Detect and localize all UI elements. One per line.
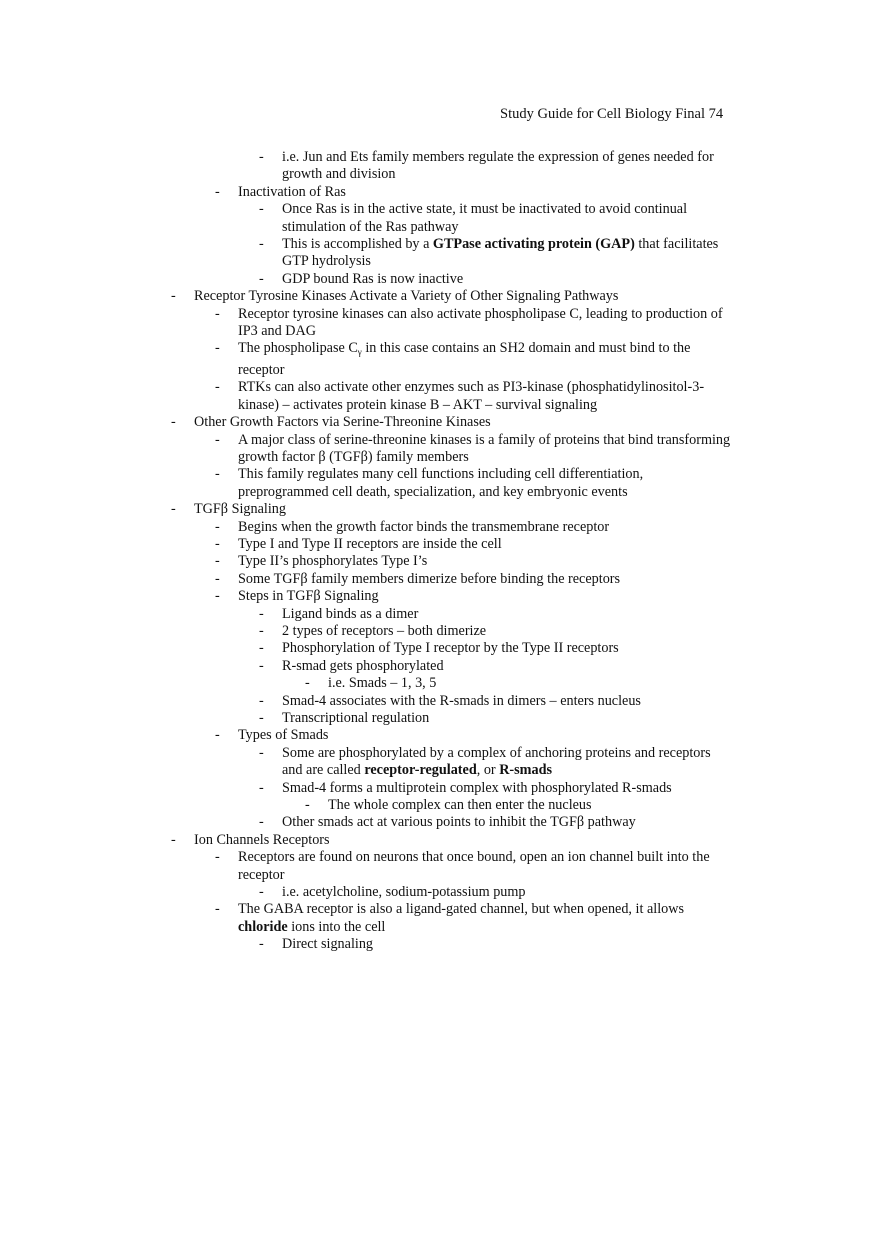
text-segment: i.e. Jun and Ets family members regulate the expression of genes needed for growth and division	[282, 149, 714, 183]
bullet-dash: -	[259, 710, 264, 726]
bullet-dash: -	[259, 149, 264, 165]
outline-text	[282, 623, 732, 640]
outline-text	[238, 571, 732, 588]
bullet-dash: -	[259, 936, 264, 953]
text-segment: Ligand binds as a dimer	[282, 605, 419, 622]
text-segment: Phosphorylation of Type I receptor by the Type II receptors	[282, 640, 619, 657]
outline-item	[0, 623, 880, 640]
outline-item	[0, 675, 880, 692]
outline-item	[0, 658, 880, 675]
outline-item	[0, 201, 880, 236]
text-segment: R-smad gets phosphorylated	[282, 657, 444, 674]
outline-item	[0, 814, 880, 831]
outline-item	[0, 288, 880, 305]
text-segment: This is accomplished by a	[282, 236, 430, 253]
outline-item	[0, 901, 880, 936]
outline-item	[0, 149, 880, 184]
outline-item	[0, 832, 880, 849]
text-segment: 2 types of receptors – both dimerize	[282, 622, 487, 639]
text-segment: i.e. Smads – 1, 3, 5	[328, 675, 437, 692]
bullet-dash: -	[215, 431, 220, 448]
outline-item	[0, 271, 880, 288]
outline-text	[282, 745, 732, 780]
bullet-dash: -	[215, 901, 220, 918]
outline-item	[0, 588, 880, 605]
outline-item	[0, 780, 880, 797]
outline-item	[0, 501, 880, 518]
text-segment: Receptor Tyrosine Kinases Activate a Variety of Other Signaling Pathways	[194, 288, 619, 305]
bullet-dash: -	[215, 535, 220, 552]
text-segment: i.e. acetylcholine, sodium-potassium pump	[282, 884, 526, 901]
bullet-dash: -	[305, 675, 310, 692]
bullet-dash: -	[171, 414, 176, 431]
text-segment: A major class of serine-threonine kinases is a family of proteins that bind transforming growth factor β (TGFβ) family members	[238, 431, 731, 465]
text-segment: Direct signaling	[282, 936, 374, 953]
outline-item	[0, 519, 880, 536]
bullet-dash: -	[171, 831, 176, 848]
outline-text	[238, 849, 732, 884]
outline-text	[238, 340, 732, 379]
text-segment: that facilitates GTP hydrolysis	[282, 236, 719, 270]
text-segment: Steps in TGFβ Signaling	[238, 588, 379, 605]
text-segment: Some TGFβ family members dimerize before binding the receptors	[238, 570, 621, 587]
text-segment: ions into the cell	[287, 918, 386, 935]
bullet-dash: -	[259, 779, 264, 796]
bullet-dash: -	[259, 692, 264, 709]
bullet-dash: -	[215, 466, 220, 483]
outline-text	[282, 236, 732, 271]
bullet-dash: -	[259, 884, 264, 901]
bold-term: R-smads	[499, 762, 553, 779]
bullet-dash: -	[259, 605, 264, 622]
text-segment: Other smads act at various points to inhibit the TGFβ pathway	[282, 814, 636, 831]
text-segment: Receptor tyrosine kinases can also activate phospholipase C, leading to production of IP3 and DAG	[238, 305, 723, 340]
bullet-dash: -	[171, 288, 176, 305]
outline-text	[238, 553, 732, 570]
outline-item	[0, 553, 880, 570]
text-segment: Receptors are found on neurons that once bound, open an ion channel built into the receptor	[238, 849, 710, 883]
bullet-dash: -	[171, 501, 176, 518]
bullet-dash: -	[259, 236, 264, 253]
outline-text	[238, 727, 732, 744]
outline-item	[0, 797, 880, 814]
text-segment: Transcriptional regulation	[282, 710, 430, 726]
text-segment: Some are phosphorylated by a complex of anchoring proteins and receptors and are called	[282, 744, 711, 779]
text-segment: Smad-4 forms a multiprotein complex with phosphorylated R-smads	[282, 779, 672, 796]
bullet-dash: -	[259, 270, 264, 287]
outline-text	[238, 466, 732, 501]
outline-item	[0, 640, 880, 657]
outline-text	[282, 149, 732, 184]
outline-item	[0, 606, 880, 623]
outline-item	[0, 693, 880, 710]
bold-term: receptor-regulated	[364, 762, 477, 779]
outline-text	[238, 519, 732, 536]
outline-text	[282, 606, 732, 623]
outline-text	[282, 658, 732, 675]
outline-item	[0, 466, 880, 501]
outline-item	[0, 849, 880, 884]
bullet-dash: -	[259, 744, 264, 761]
outline-item	[0, 379, 880, 414]
outline-text	[282, 271, 732, 288]
outline-text	[238, 536, 732, 553]
text-segment: Type II’s phosphorylates Type I’s	[238, 553, 428, 570]
text-segment: Types of Smads	[238, 727, 329, 744]
outline-text	[282, 201, 732, 236]
outline-text	[238, 588, 732, 605]
bullet-dash: -	[259, 622, 264, 639]
bullet-dash: -	[215, 183, 220, 200]
text-segment: Inactivation of Ras	[238, 183, 346, 200]
text-segment: TGFβ Signaling	[194, 501, 286, 518]
outline-item	[0, 536, 880, 553]
outline-text	[238, 901, 732, 936]
outline-text	[282, 814, 732, 831]
text-segment: in this case contains an SH2 domain and must bind to the receptor	[238, 340, 691, 378]
bullet-dash: -	[259, 657, 264, 674]
outline-text	[282, 780, 732, 797]
outline-item	[0, 414, 880, 431]
outline-text	[282, 884, 732, 901]
outline-item	[0, 745, 880, 780]
outline-text	[282, 693, 732, 710]
outline-item	[0, 184, 880, 201]
outline-item	[0, 340, 880, 379]
outline-text	[328, 675, 728, 692]
text-segment: The whole complex can then enter the nucleus	[328, 797, 592, 814]
bullet-dash: -	[305, 797, 310, 814]
outline-item	[0, 936, 880, 953]
bullet-dash: -	[215, 518, 220, 535]
subscript: γ	[357, 347, 362, 358]
outline-text	[238, 432, 732, 467]
text-segment: Other Growth Factors via Serine-Threonine Kinases	[194, 414, 491, 431]
text-segment: Ion Channels Receptors	[194, 831, 330, 848]
outline-item	[0, 432, 880, 467]
page-header: Study Guide for Cell Biology Final 74	[500, 106, 724, 122]
outline-text	[238, 306, 732, 341]
outline-item	[0, 306, 880, 341]
bullet-dash: -	[259, 640, 264, 657]
bullet-dash: -	[215, 849, 220, 866]
text-segment: Begins when the growth factor binds the transmembrane receptor	[238, 518, 610, 535]
text-segment: Once Ras is in the active state, it must be inactivated to avoid continual stimulation of the Ras pathway	[282, 201, 688, 235]
text-segment: The GABA receptor is also a ligand-gated channel, but when opened, it allows	[238, 901, 684, 918]
bullet-dash: -	[215, 553, 220, 570]
bullet-dash: -	[215, 588, 220, 605]
outline	[0, 149, 880, 954]
outline-text	[238, 379, 732, 414]
bullet-dash: -	[215, 305, 220, 322]
outline-text	[282, 936, 732, 953]
text-segment: RTKs can also activate other enzymes such as PI3-kinase (phosphatidylinositol-3-kinase) – activates protein kinase B – AKT – survival signaling	[238, 379, 705, 413]
bold-term: GTPase activating protein (GAP)	[432, 236, 635, 253]
outline-text	[328, 797, 728, 814]
outline-text	[238, 184, 732, 201]
outline-text	[282, 710, 732, 727]
text-segment: The phospholipase C	[238, 340, 358, 357]
bold-term: chloride	[238, 918, 288, 935]
text-segment: Smad-4 associates with the R-smads in dimers – enters nucleus	[282, 692, 641, 709]
text-segment: Type I and Type II receptors are inside the cell	[238, 535, 502, 552]
bullet-dash: -	[259, 201, 264, 218]
outline-text	[194, 501, 734, 518]
outline-text	[194, 832, 734, 849]
bullet-dash: -	[215, 340, 220, 357]
outline-text	[194, 414, 734, 431]
outline-item	[0, 571, 880, 588]
bullet-dash: -	[215, 379, 220, 396]
bullet-dash: -	[215, 727, 220, 744]
outline-item	[0, 710, 880, 727]
text-segment: This family regulates many cell functions including cell differentiation, preprogrammed cell death, specialization, and key embryonic events	[238, 466, 644, 500]
bullet-dash: -	[259, 814, 264, 831]
text-segment: GDP bound Ras is now inactive	[282, 270, 464, 287]
outline-item	[0, 727, 880, 744]
outline-text	[194, 288, 734, 305]
text-segment: , or	[476, 762, 500, 779]
bullet-dash: -	[215, 570, 220, 587]
outline-text	[282, 640, 732, 657]
outline-item	[0, 236, 880, 271]
outline-item	[0, 884, 880, 901]
